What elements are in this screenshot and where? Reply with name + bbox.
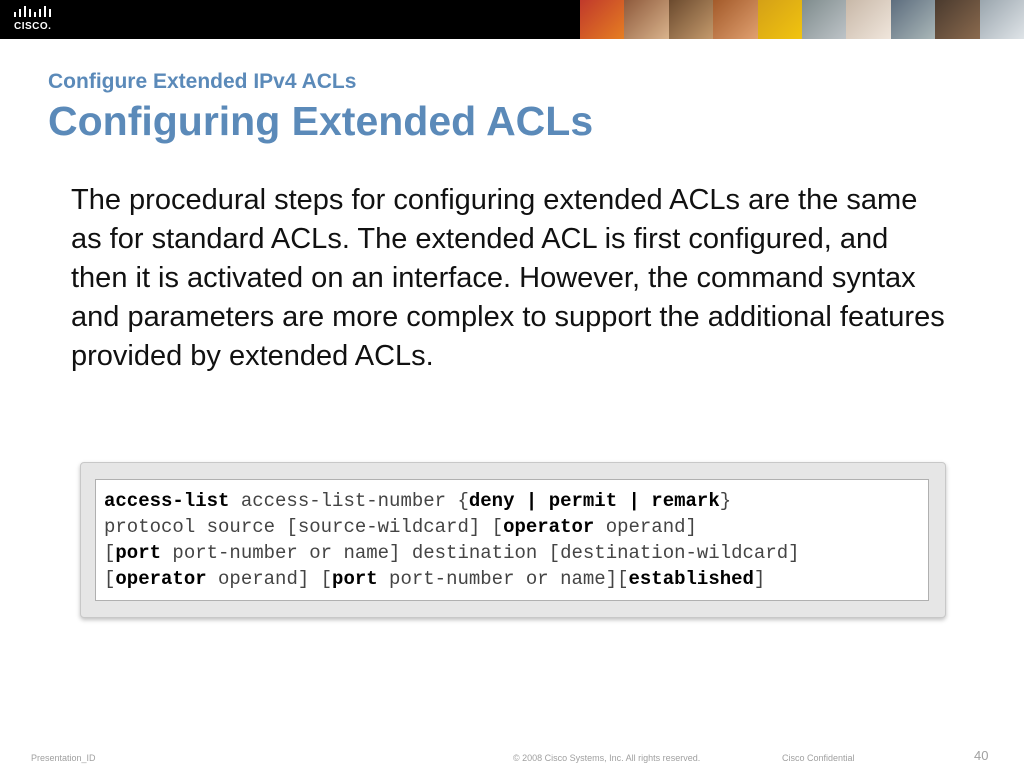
cisco-logo	[12, 6, 64, 34]
header-photo	[802, 0, 846, 39]
syntax-text: [	[104, 568, 116, 590]
command-syntax-line	[104, 488, 800, 514]
syntax-keyword: operator	[115, 568, 207, 590]
syntax-text: port-number or name][	[377, 568, 629, 590]
syntax-keyword: deny | permit | remark	[468, 490, 720, 512]
header-bar	[0, 0, 1024, 39]
command-syntax-line	[104, 540, 800, 566]
header-photo	[758, 0, 802, 39]
header-photo	[713, 0, 757, 39]
command-syntax-line	[104, 566, 800, 592]
header-photo	[980, 0, 1024, 39]
command-syntax-box	[80, 462, 946, 618]
syntax-text: operand]	[594, 516, 697, 538]
footer-presentation-id: Presentation_ID	[31, 753, 96, 763]
syntax-text: }	[719, 490, 732, 512]
header-photo	[891, 0, 935, 39]
syntax-keyword: access-list	[104, 490, 230, 512]
command-syntax-line	[104, 514, 800, 540]
header-photo	[580, 0, 624, 39]
syntax-text: ]	[753, 568, 766, 590]
header-photo	[935, 0, 979, 39]
syntax-keyword: port	[115, 542, 162, 564]
slide-body-text: The procedural steps for configuring extended ACLs are the same as for standard ACLs. The extended ACL is first configured, and then it is activated on an interface. However, the command syntax and parameters are more complex to support the additional features provided by extended ACLs.	[71, 184, 945, 372]
syntax-text: protocol source [source-wildcard] [	[104, 516, 504, 538]
syntax-text: port-number or name] destination [destination-wildcard]	[161, 542, 800, 564]
cisco-bars-icon	[14, 6, 54, 18]
syntax-text: operand] [	[206, 568, 333, 590]
syntax-keyword: operator	[503, 516, 595, 538]
header-photo	[669, 0, 713, 39]
slide-subtitle: Configure Extended IPv4 ACLs	[48, 70, 357, 93]
header-photo	[846, 0, 890, 39]
syntax-keyword: established	[628, 568, 754, 590]
footer-copyright: © 2008 Cisco Systems, Inc. All rights reserved.	[513, 753, 701, 763]
command-syntax-inner	[95, 479, 929, 601]
header-photo-strip	[580, 0, 1024, 39]
page-number: 40	[974, 748, 989, 763]
slide-title: Configuring Extended ACLs	[48, 98, 594, 144]
command-syntax-lines	[104, 488, 800, 592]
header-photo	[624, 0, 668, 39]
syntax-text: [	[104, 542, 116, 564]
syntax-keyword: port	[332, 568, 378, 590]
footer-confidential: Cisco Confidential	[782, 753, 855, 763]
logo-text: CISCO.	[14, 21, 52, 32]
syntax-text: access-list-number {	[229, 490, 469, 512]
